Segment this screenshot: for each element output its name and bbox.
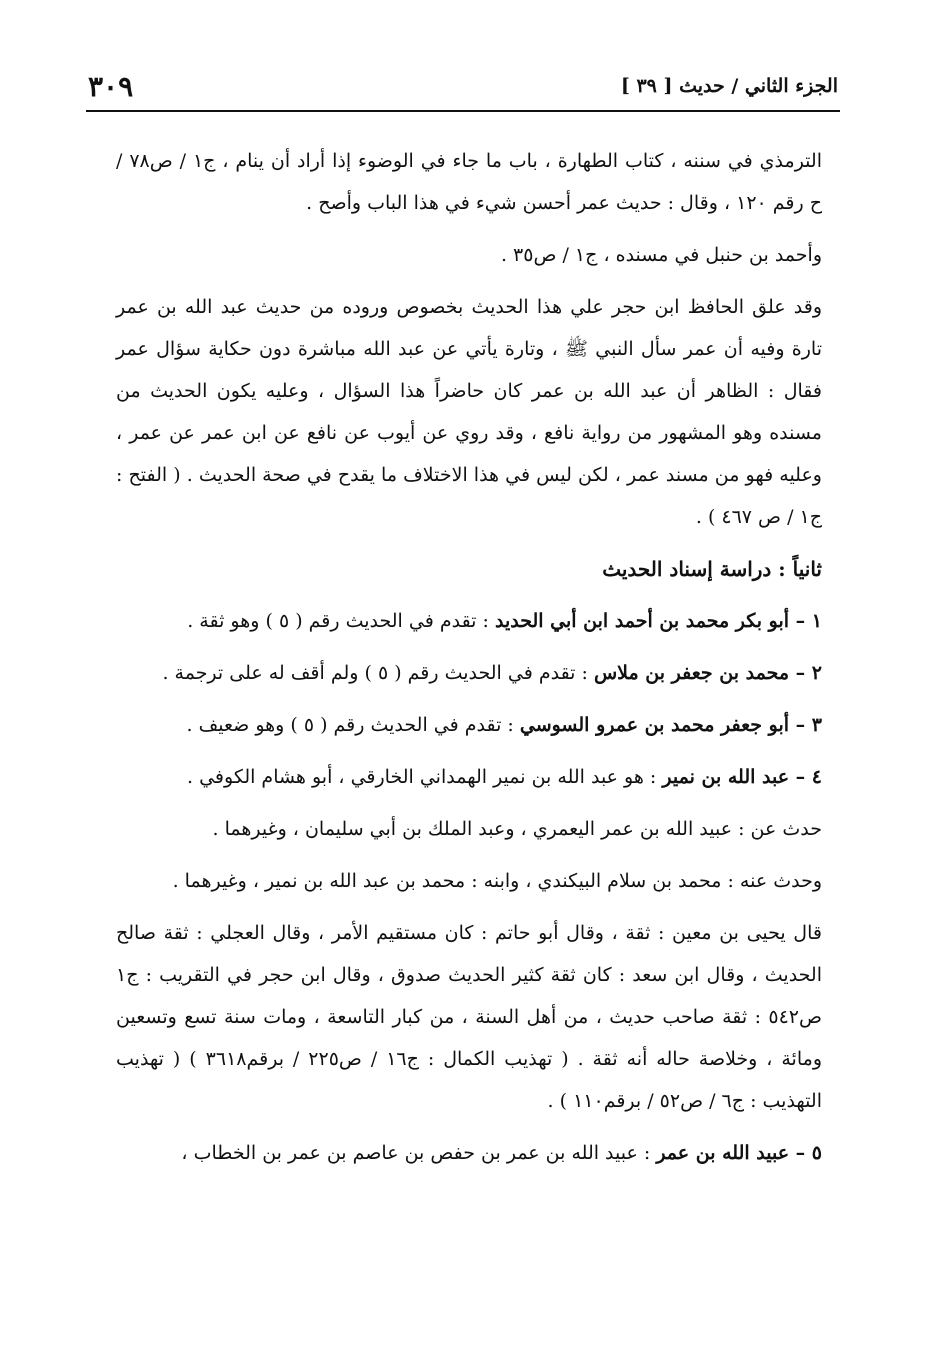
narrator-entry-4 <box>116 756 822 798</box>
commentary-paragraph-ibn-hajar: وقد علق الحافظ ابن حجر علي هذا الحديث بخصوص وروده من حديث عبد الله بن عمر تارة وفيه أن عمر سأل النبي ﷺ ، وتارة يأتي عن عبد الله مباشرة دون حكاية سؤال عمر فقال : الظاهر أن عبد الله بن عمر كان حاضراً هذا السؤال ، وعليه يكون الحديث من مسنده وهو المشهور من رواية نافع ، وقد روي عن أيوب عن نافع عن ابن عمر عن عمر ، وعليه فهو من مسند عمر ، لكن ليس في هذا الاختلاف ما يقدح في صحة الحديث . ( الفتح : ج١ / ص ٤٦٧ ) . <box>116 296 822 528</box>
page-number: ٣٠٩ <box>88 69 134 103</box>
narrator-name: ٣ – أبو جعفر محمد بن عمرو السوسي <box>519 714 822 736</box>
citation-paragraph-ahmad: وأحمد بن حنبل في مسنده ، ج١ / ص٣٥ . <box>500 244 822 266</box>
taught-by-paragraph: حدث عن : عبيد الله بن عمر اليعمري ، وعبد الملك بن أبي سليمان ، وغيرهما . <box>212 818 822 840</box>
narrator-name: ٤ – عبد الله بن نمير <box>662 766 822 788</box>
narrator-note: : عبيد الله بن عمر بن حفص بن عاصم بن عمر بن الخطاب ، <box>181 1142 657 1164</box>
narrator-note: : هو عبد الله بن نمير الهمداني الخارقي ، أبو هشام الكوفي . <box>187 766 663 788</box>
taught-to-paragraph: وحدث عنه : محمد بن سلام البيكندي ، وابنه : محمد بن عبد الله بن نمير ، وغيرهما . <box>172 870 822 892</box>
narrator-entry-3 <box>116 704 822 746</box>
narrator-name: ١ – أبو بكر محمد بن أحمد ابن أبي الحديد <box>494 610 822 632</box>
assessment-paragraph: قال يحيى بن معين : ثقة ، وقال أبو حاتم : كان مستقيم الأمر ، وقال العجلي : ثقة صالح الحديث ، وقال ابن سعد : كان ثقة كثير الحديث صدوق ، وقال ابن حجر في التقريب : ج١ ص٥٤٢ : ثقة صاحب حديث ، من أهل السنة ، من كبار التاسعة ، ومات سنة تسع وتسعين ومائة ، وخلاصة حاله أنه ثقة . ( تهذيب الكمال : ج١٦ / ص٢٢٥ / برقم٣٦١٨ ) ( تهذيب التهذيب : ج٦ / ص٥٢ / برقم١١٠ ) . <box>116 922 822 1112</box>
narrator-name: ٢ – محمد بن جعفر بن ملاس <box>593 662 822 684</box>
citation-paragraph-tirmidhi: الترمذي في سننه ، كتاب الطهارة ، باب ما جاء في الوضوء إذا أراد أن ينام ، ج١ / ص٧٨ / ح رقم ١٢٠ ، وقال : حديث عمر أحسن شيء في هذا الباب وأصح . <box>116 150 822 214</box>
narrator-note: : تقدم في الحديث رقم ( ٥ ) ولم أقف له على ترجمة . <box>162 662 594 684</box>
running-header <box>88 66 838 106</box>
narrator-name: ٥ – عبيد الله بن عمر <box>656 1142 822 1164</box>
section-heading: ثانياً : دراسة إسناد الحديث <box>602 557 822 581</box>
header-title: الجزء الثاني / حديث [ ٣٩ ] <box>620 75 838 97</box>
narrator-note: : تقدم في الحديث رقم ( ٥ ) وهو ضعيف . <box>186 714 520 736</box>
narrator-entry-5 <box>116 1132 822 1174</box>
header-rule <box>86 110 840 112</box>
page-body <box>116 140 822 1184</box>
narrator-note: : تقدم في الحديث رقم ( ٥ ) وهو ثقة . <box>187 610 495 632</box>
narrator-entry-1 <box>116 600 822 642</box>
narrator-entry-2 <box>116 652 822 694</box>
